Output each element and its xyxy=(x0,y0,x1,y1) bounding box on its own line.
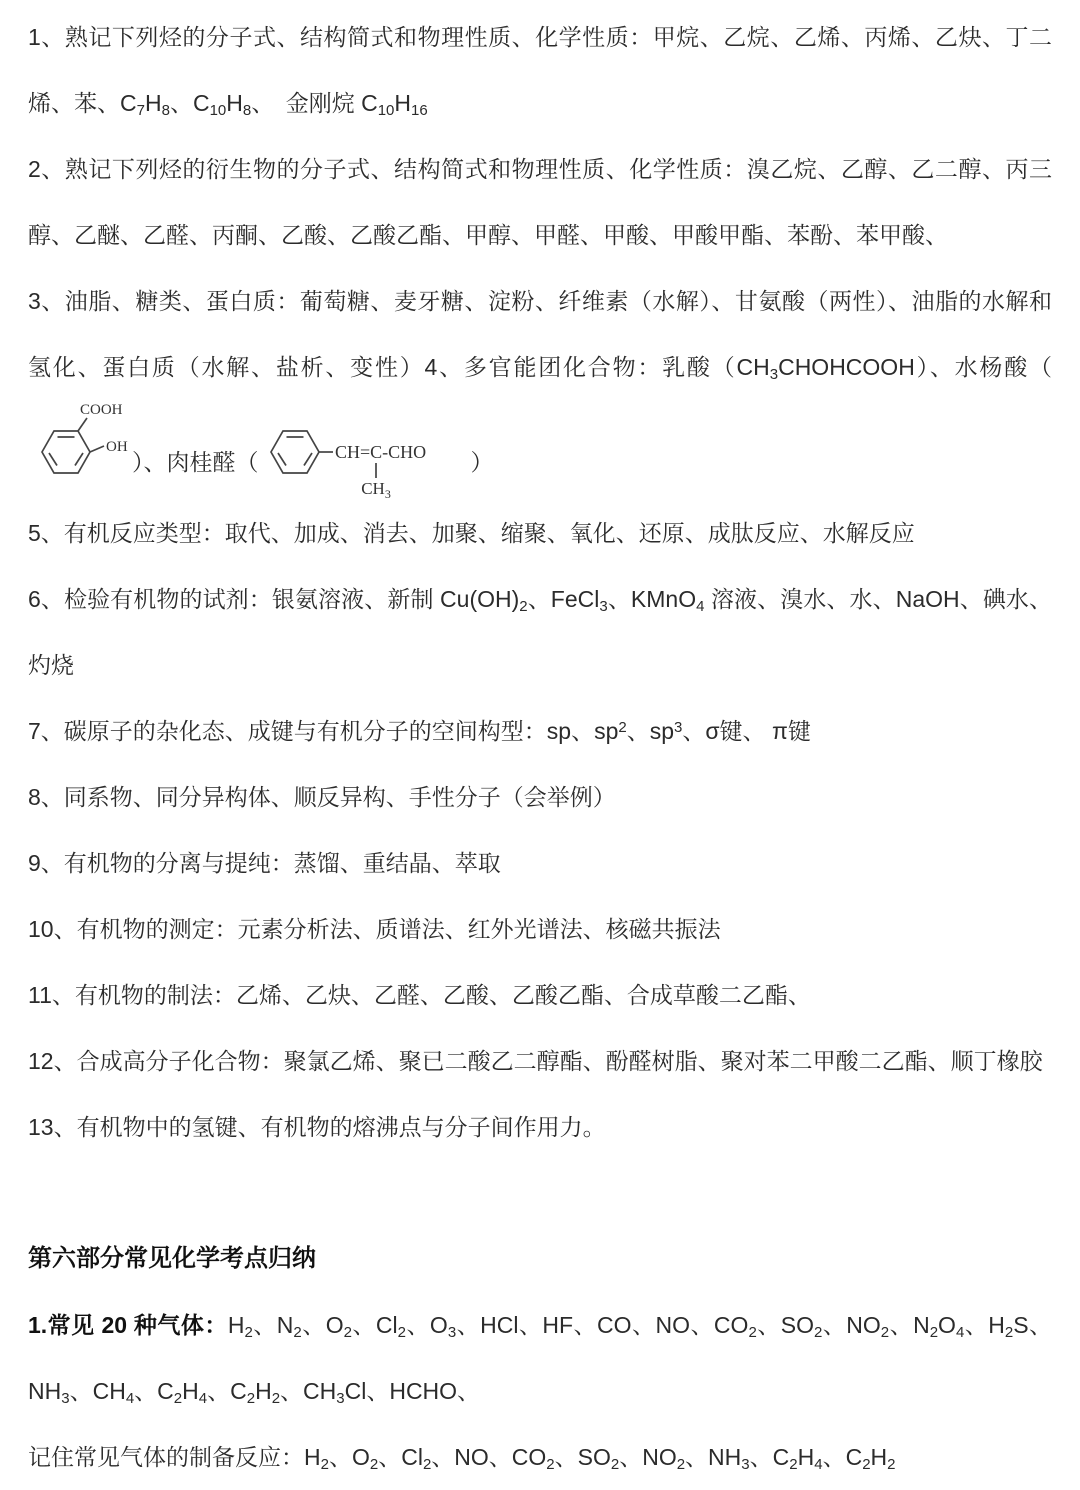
subscript: 2 xyxy=(246,1389,256,1407)
subscript: 2 xyxy=(676,1455,686,1473)
paragraph-item-1: 1、熟记下列烃的分子式、结构简式和物理性质、化学性质：甲烷、乙烷、乙烯、丙烯、乙炔、丁二烯、苯、$C_7H_8$、$C_{10}H_8$、 金刚烷 $C_{10}H_{16}$ xyxy=(28,24,1052,119)
subscript: 2 xyxy=(546,1455,555,1473)
subscript: 16 xyxy=(411,101,428,119)
subscript: 2 xyxy=(789,1455,798,1473)
paragraph-item-8: 8、同系物、同分异构体、顺反异构、手性分子（会举例） xyxy=(28,784,616,810)
superscript: 3 xyxy=(674,718,683,736)
paragraph-items-3-4: 3、油脂、糖类、蛋白质：葡萄糖、麦牙糖、淀粉、纤维素（水解）、甘氨酸（两性）、油脂的水解和氢化、蛋白质（水解、盐析、变性）4、多官能团化合物：乳酸$(CH_3CHOHCOOH)$、水杨酸（ COOH OH ）、肉桂醛（ CH=C-CHO $CH_3$ ） xyxy=(28,288,1052,500)
subscript: 2 xyxy=(173,1389,183,1407)
svg-text:CH=C-CHO: CH=C-CHO xyxy=(334,442,426,462)
paragraph-item-13: 13、有机物中的氢键、有机物的熔沸点与分子间作用力。 xyxy=(28,1114,606,1140)
subscript: 2 xyxy=(519,597,528,615)
salicylic-acid-diagram xyxy=(28,400,132,486)
subscript: 2 xyxy=(293,1323,302,1341)
blank-line xyxy=(28,1160,1052,1226)
subscript: 2 xyxy=(887,1455,896,1473)
subscript: 8 xyxy=(242,101,252,119)
subscript: 2 xyxy=(929,1323,939,1341)
paragraph-gas-preparation: 记住常见气体的制备反应：$H_2$、$O_2$、$Cl_2$、NO、$CO_2$、$SO_2$、$NO_2$、$NH_3$、$C_2H_4$、$C_2H_2$ xyxy=(28,1444,896,1473)
subscript: 3 xyxy=(769,365,779,383)
subscript: 10 xyxy=(209,101,227,119)
section-heading: 第六部分常见化学考点归纳 xyxy=(28,1245,316,1272)
subscript: 4 xyxy=(198,1389,208,1407)
subscript: 2 xyxy=(610,1455,620,1473)
paragraph-item-10: 10、有机物的测定：元素分析法、质谱法、红外光谱法、核磁共振法 xyxy=(28,916,721,942)
paragraph-item-12: 12、合成高分子化合物：聚氯乙烯、聚已二酸乙二醇酯、酚醛树脂、聚对苯二甲酸二乙酯、顺丁橡胶 xyxy=(28,1048,1043,1074)
paragraph-item-9: 9、有机物的分离与提纯：蒸馏、重结晶、萃取 xyxy=(28,850,501,876)
paragraph-item-7: 7、碳原子的杂化态、成键与有机分子的空间构型：sp、$sp^2$、$sp^3$、σ键、 π键 xyxy=(28,718,811,744)
cinnamaldehyde-diagram xyxy=(259,400,471,500)
subscript: 4 xyxy=(696,597,705,615)
salicylic-acid-structure xyxy=(28,400,132,486)
subscript: 2 xyxy=(271,1389,281,1407)
subscript: 2 xyxy=(862,1455,871,1473)
subscript: 8 xyxy=(161,101,170,119)
subscript: 2 xyxy=(748,1323,757,1341)
subscript: 2 xyxy=(880,1323,890,1341)
subscript: 7 xyxy=(136,101,145,119)
subscript: 2 xyxy=(422,1455,432,1473)
subscript: 2 xyxy=(320,1455,329,1473)
subscript: 4 xyxy=(955,1323,965,1341)
paragraph-item-2: 2、熟记下列烃的衍生物的分子式、结构简式和物理性质、化学性质：溴乙烷、乙醇、乙二醇、丙三醇、乙醚、乙醛、丙酮、乙酸、乙酸乙酯、甲醇、甲醛、甲酸、甲酸甲酯、苯酚、苯甲酸、 xyxy=(28,156,1052,248)
svg-text:COOH: COOH xyxy=(80,402,123,418)
subscript: 2 xyxy=(397,1323,406,1341)
subscript: 3 xyxy=(447,1323,457,1341)
paragraph-item-11: 11、有机物的制法：乙烯、乙炔、乙醛、乙酸、乙酸乙酯、合成草酸二乙酯、 xyxy=(28,982,811,1008)
superscript: 2 xyxy=(618,718,627,736)
subscript: 3 xyxy=(599,597,608,615)
subscript: 2 xyxy=(813,1323,823,1341)
subscript: 2 xyxy=(244,1323,253,1341)
subscript: 2 xyxy=(369,1455,379,1473)
subscript: 3 xyxy=(741,1455,750,1473)
paragraph-item-5: 5、有机反应类型：取代、加成、消去、加聚、缩聚、氧化、还原、成肽反应、水解反应 xyxy=(28,520,915,546)
subscript: 2 xyxy=(1004,1323,1014,1341)
subscript: 3 xyxy=(336,1389,345,1407)
bold-run: 1.常见 20 种气体： xyxy=(28,1312,228,1338)
subscript: 2 xyxy=(343,1323,352,1341)
svg-text:CH3: $CH_3$ xyxy=(360,479,391,500)
subscript: 10 xyxy=(377,101,395,119)
subscript: 3 xyxy=(61,1389,70,1407)
cinnamaldehyde-structure xyxy=(259,400,471,500)
paragraph-common-gases: 1.常见 20 种气体：$H_2$、$N_2$、$O_2$、$Cl_2$、$O_3$、HCl、HF、CO、NO、$CO_2$、$SO_2$、$NO_2$、$N_2O_4$、$H_2S$、$NH_3$、$CH_4$、$C_2H_4$、$C_2H_2$、$CH_3Cl$、HCHO、 xyxy=(28,1312,1053,1407)
paragraph-item-6: 6、检验有机物的试剂：银氨溶液、新制 $Cu(OH)_2$、FeCl$_3$、KMnO$_4$ 溶液、溴水、水、NaOH、碘水、灼烧 xyxy=(28,586,1053,678)
subscript: 4 xyxy=(125,1389,135,1407)
svg-text:OH: OH xyxy=(106,439,128,455)
subscript: 4 xyxy=(814,1455,823,1473)
